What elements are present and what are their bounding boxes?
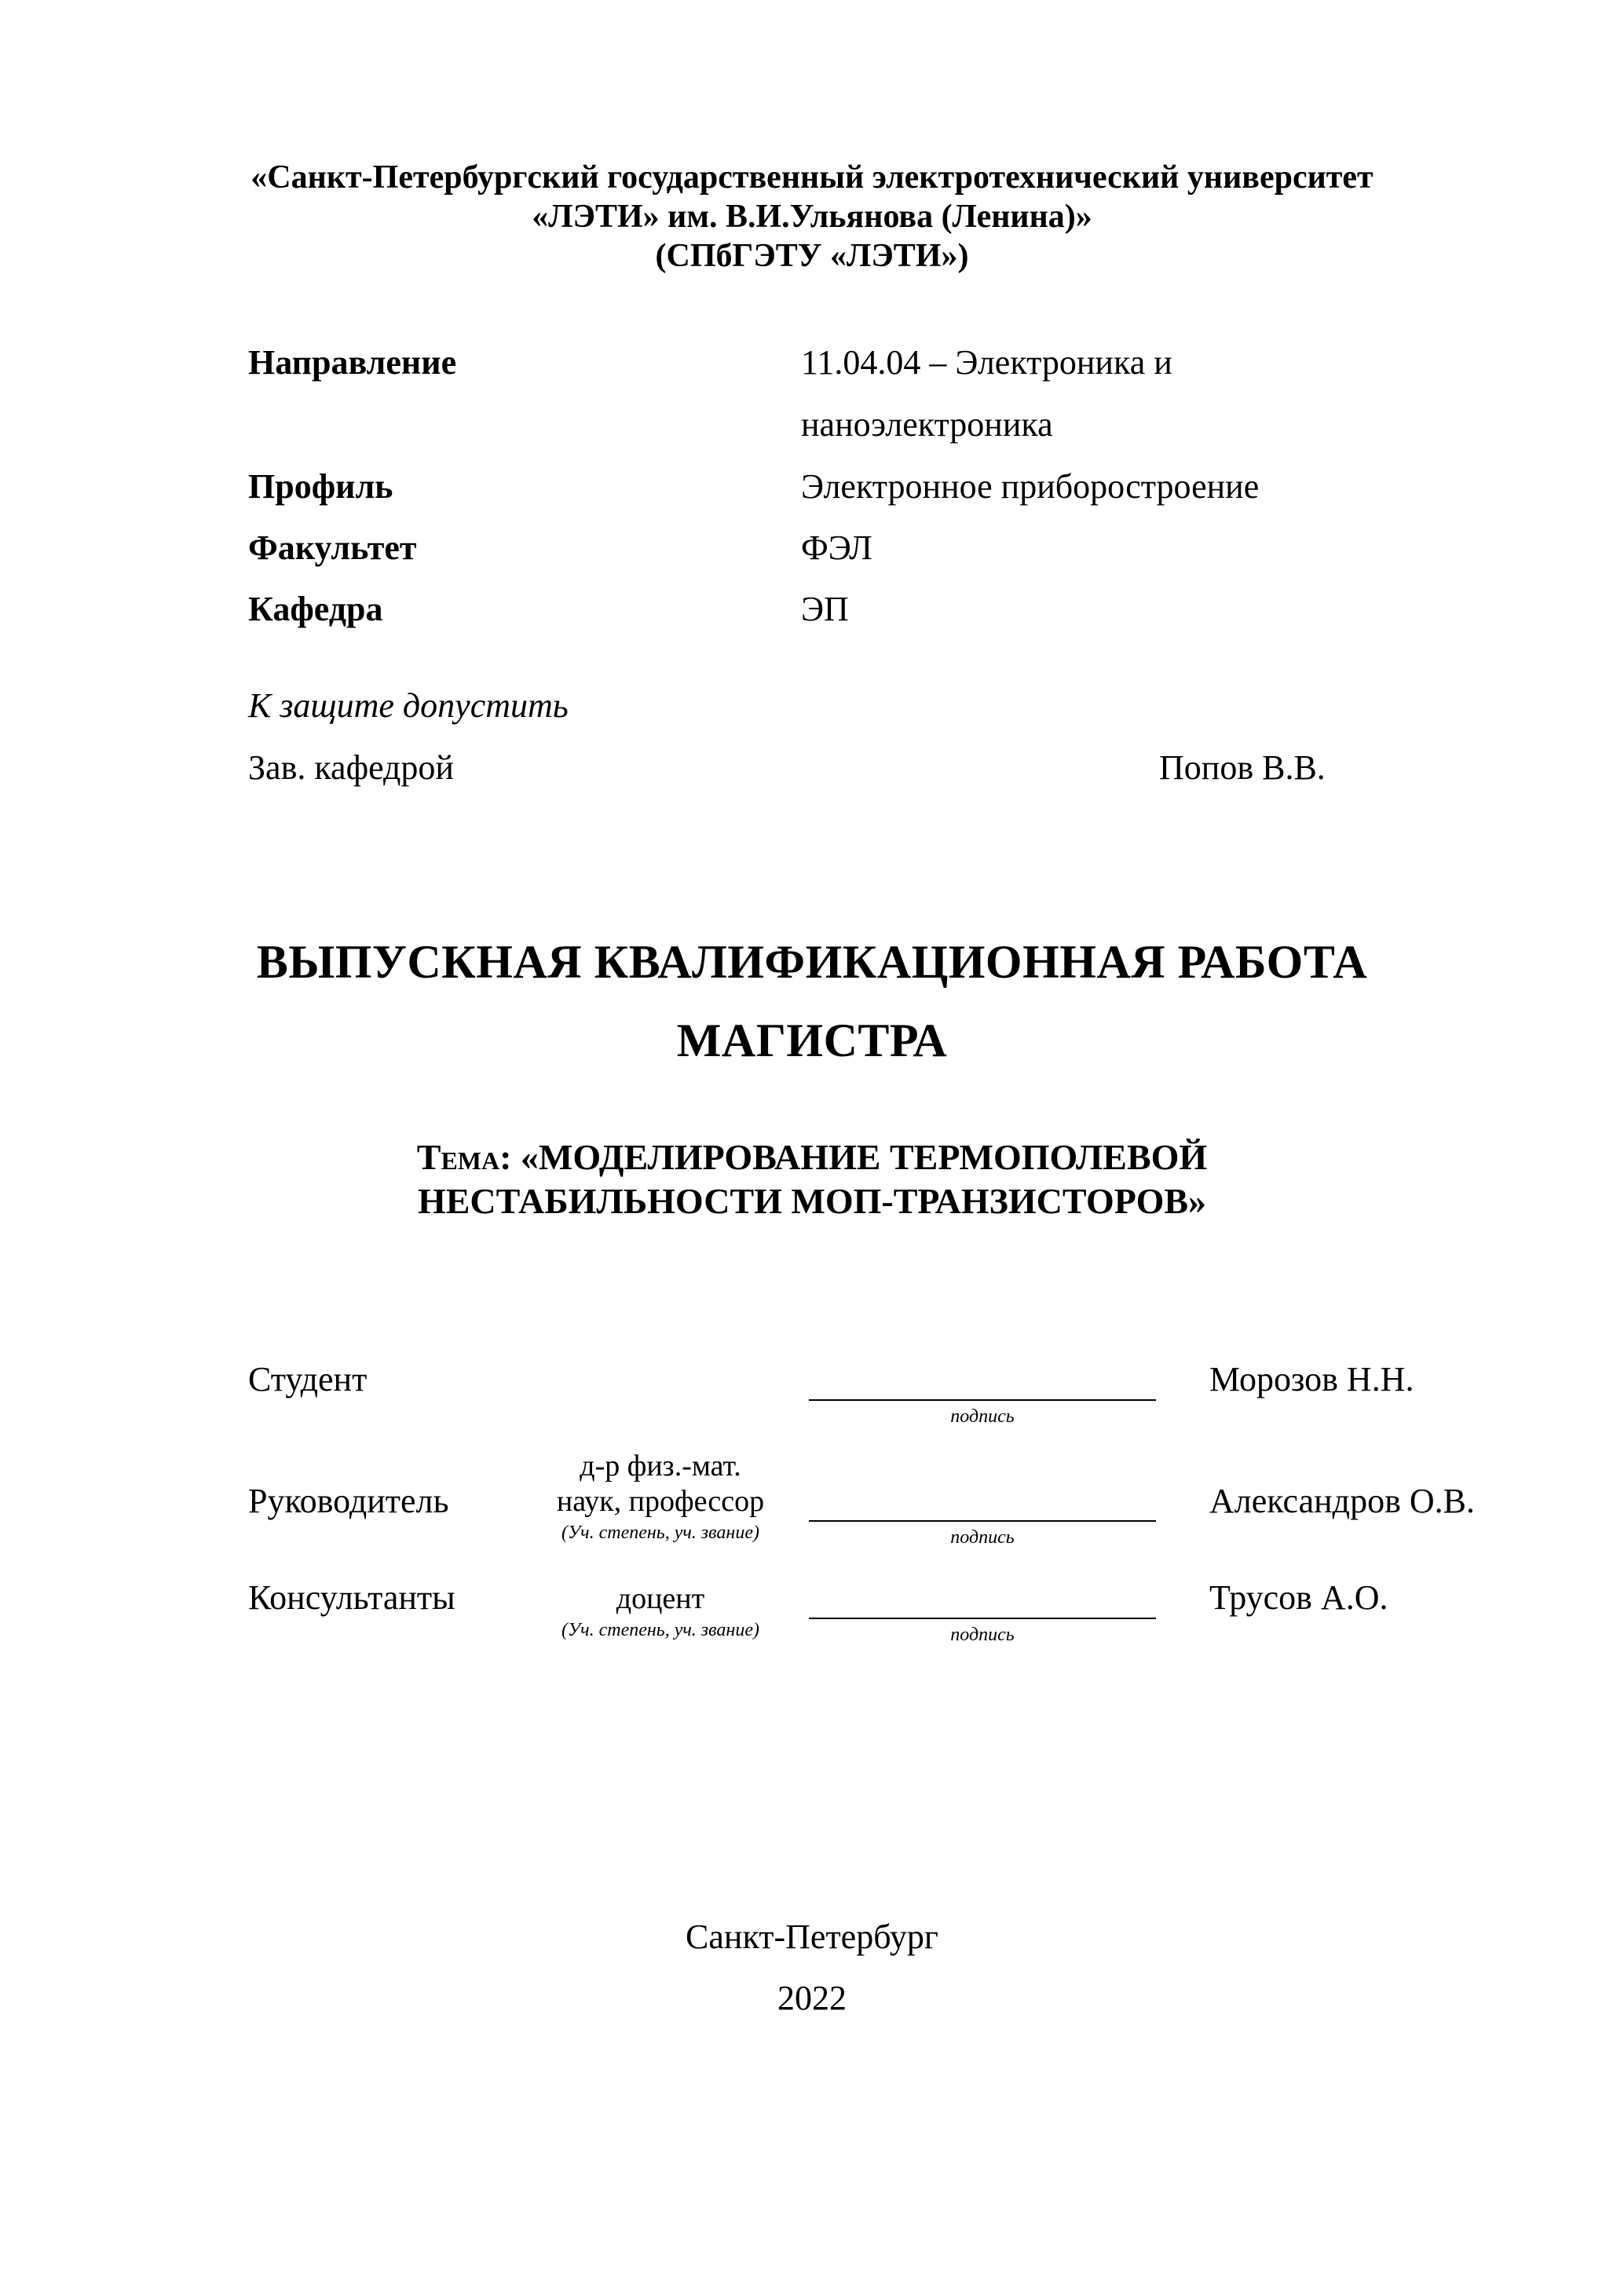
supervisor-signature-caption: подпись <box>950 1527 1015 1548</box>
student-name: Морозов Н.Н. <box>1209 1360 1414 1398</box>
university-abbreviation: (СПбГЭТУ «ЛЭТИ») <box>655 238 969 274</box>
consultant-signature-caption: подпись <box>950 1625 1015 1645</box>
university-name-line2: «ЛЭТИ» им. В.И.Ульянова (Ленина)» <box>532 199 1092 235</box>
consultant-role-label: Консультанты <box>248 1578 455 1617</box>
document-title-line2: МАГИСТРА <box>676 1015 948 1066</box>
footer-year: 2022 <box>777 1979 847 2017</box>
supervisor-name: Александров О.В. <box>1209 1482 1475 1520</box>
faculty-value: ФЭЛ <box>801 528 872 567</box>
student-signature-line <box>809 1399 1156 1401</box>
supervisor-degree-caption: (Уч. степень, уч. звание) <box>561 1523 759 1543</box>
faculty-label: Факультет <box>248 528 417 567</box>
university-name-line1: «Санкт-Петербургский государственный электротехнический университет <box>251 159 1373 196</box>
department-value: ЭП <box>801 590 849 628</box>
consultant-degree: доцент <box>616 1582 705 1615</box>
topic-text-line1: «МОДЕЛИРОВАНИЕ ТЕРМОПОЛЕВОЙ <box>520 1137 1208 1177</box>
direction-value-line1: 11.04.04 – Электроника и <box>801 343 1172 382</box>
consultant-name: Трусов А.О. <box>1209 1578 1388 1617</box>
head-of-department-label: Зав. кафедрой <box>248 748 454 787</box>
footer-city: Санкт-Петербург <box>686 1918 938 1956</box>
profile-value: Электронное приборостроение <box>801 467 1260 506</box>
document-title-line1: ВЫПУСКНАЯ КВАЛИФИКАЦИОННАЯ РАБОТА <box>256 936 1368 988</box>
direction-value-line2: наноэлектроника <box>801 405 1053 444</box>
head-of-department-name: Попов В.В. <box>1159 748 1326 787</box>
supervisor-signature-line <box>809 1520 1156 1522</box>
supervisor-degree-line2: наук, профессор <box>556 1485 765 1518</box>
profile-label: Профиль <box>248 467 393 506</box>
direction-label: Направление <box>248 343 457 382</box>
student-signature-caption: подпись <box>950 1406 1015 1427</box>
supervisor-degree-line1: д-р физ.-мат. <box>580 1450 741 1483</box>
topic-line1 <box>0 1135 1624 1179</box>
department-label: Кафедра <box>248 590 383 628</box>
topic-prefix: Тема: <box>416 1137 512 1177</box>
consultant-signature-line <box>809 1618 1156 1619</box>
supervisor-role-label: Руководитель <box>248 1482 449 1520</box>
approval-note: К защите допустить <box>248 686 569 725</box>
student-role-label: Студент <box>248 1360 368 1398</box>
consultant-degree-caption: (Уч. степень, уч. звание) <box>561 1620 759 1640</box>
topic-line2: НЕСТАБИЛЬНОСТИ МОП-ТРАНЗИСТОРОВ» <box>417 1181 1207 1221</box>
